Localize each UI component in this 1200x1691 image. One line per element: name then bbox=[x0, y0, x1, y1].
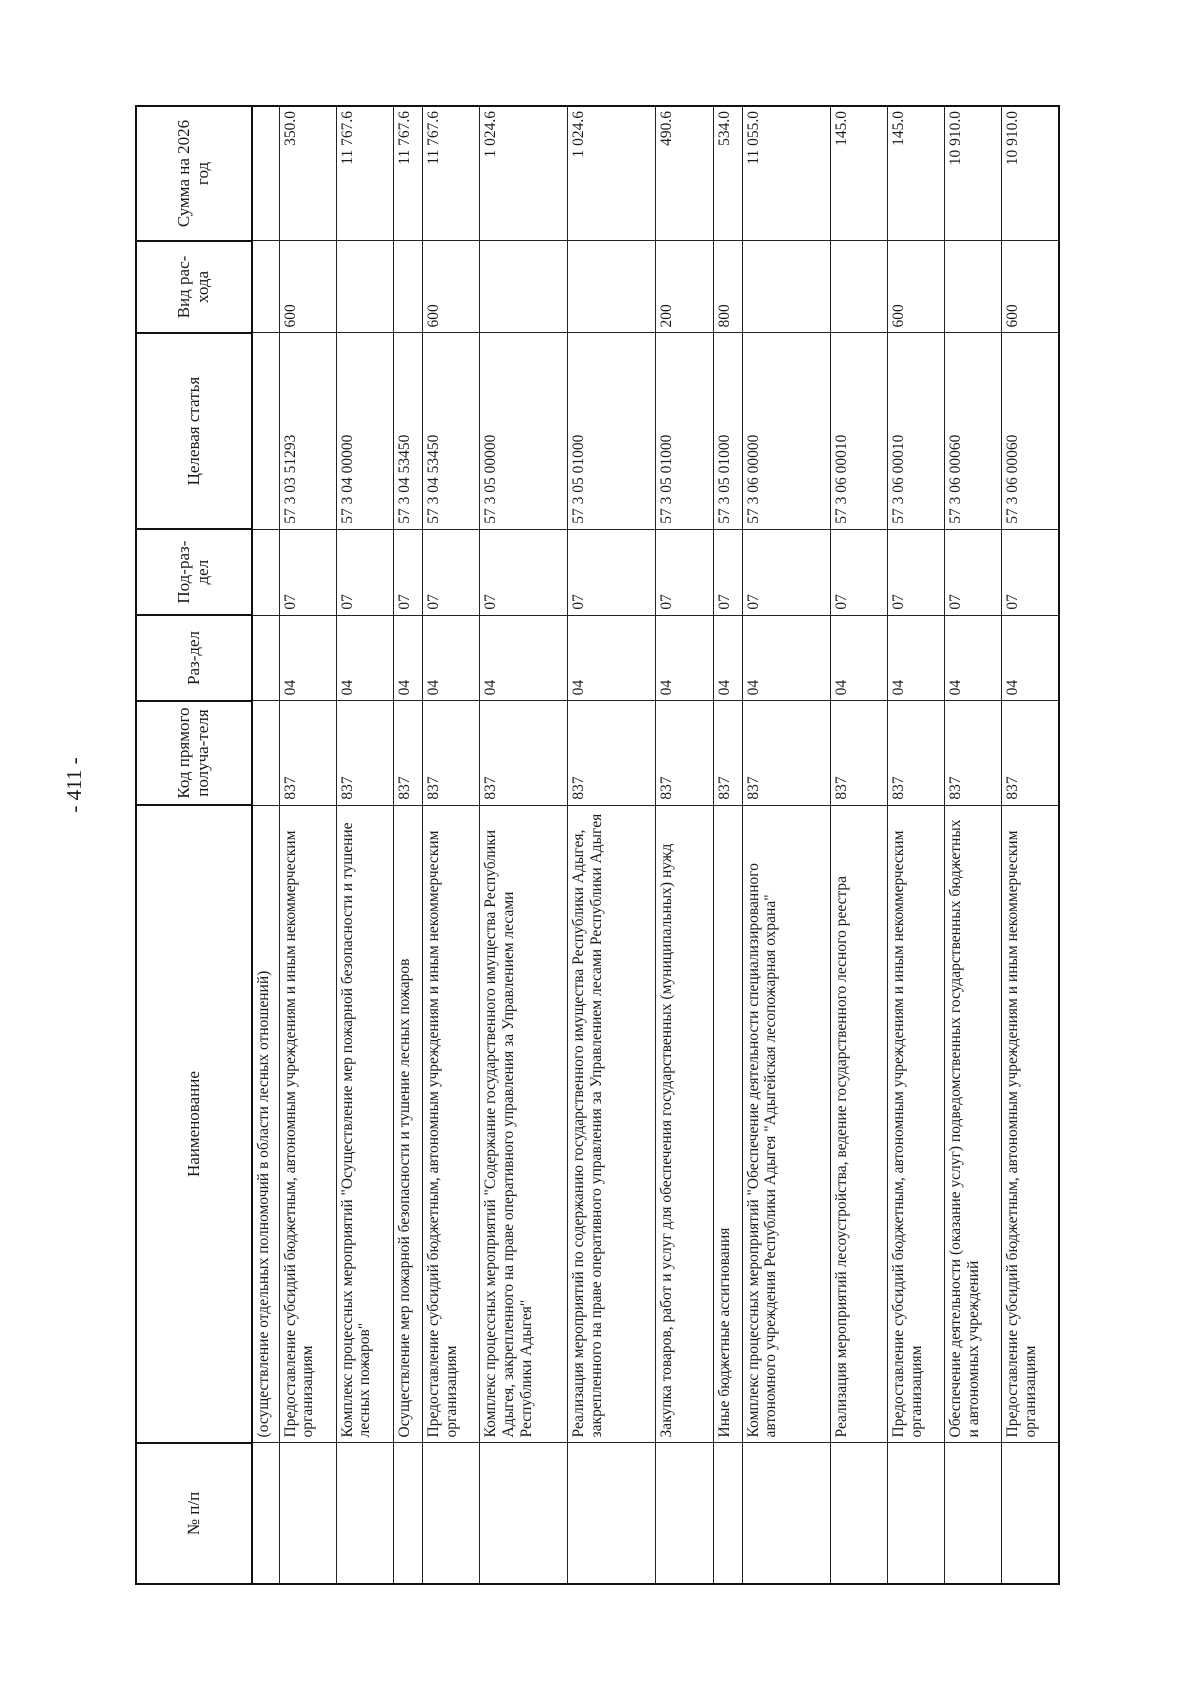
table-row bbox=[279, 106, 336, 1584]
col-header-name: Наименование bbox=[136, 805, 252, 1443]
cell-name: Предоставление субсидий бюджетным, автономным учреждениям и иным некоммерческим организациям bbox=[1002, 805, 1059, 1443]
cell-sum: 1 024.6 bbox=[568, 106, 656, 241]
cell-section: 04 bbox=[888, 615, 945, 701]
table-row bbox=[830, 106, 887, 1584]
cell-subsection: 07 bbox=[336, 529, 393, 615]
cell-name: (осуществление отдельных полномочий в области лесных отношений) bbox=[252, 805, 279, 1443]
cell-name: Осуществление мер пожарной безопасности и тушение лесных пожаров bbox=[393, 805, 422, 1443]
cell-expense bbox=[742, 241, 830, 333]
cell-name: Реализация мероприятий лесоустройства, ведение государственного лесного реестра bbox=[830, 805, 887, 1443]
cell-sum: 11 767.6 bbox=[336, 106, 393, 241]
budget-table-sheet bbox=[135, 105, 1060, 1585]
cell-subsection: 07 bbox=[1002, 529, 1059, 615]
cell-num bbox=[422, 1443, 479, 1584]
cell-num bbox=[393, 1443, 422, 1584]
cell-expense: 600 bbox=[888, 241, 945, 333]
cell-section: 04 bbox=[945, 615, 1002, 701]
table-row bbox=[393, 106, 422, 1584]
cell-expense: 600 bbox=[1002, 241, 1059, 333]
cell-num bbox=[336, 1443, 393, 1584]
cell-num bbox=[830, 1443, 887, 1584]
col-header-section: Раз-дел bbox=[136, 615, 252, 701]
table-header bbox=[136, 106, 252, 1584]
cell-num bbox=[945, 1443, 1002, 1584]
cell-code: 837 bbox=[422, 701, 479, 805]
table-row bbox=[252, 106, 279, 1584]
cell-target: 57 3 03 51293 bbox=[279, 333, 336, 529]
cell-subsection: 07 bbox=[742, 529, 830, 615]
table-row bbox=[888, 106, 945, 1584]
cell-expense: 800 bbox=[713, 241, 742, 333]
cell-subsection: 07 bbox=[393, 529, 422, 615]
cell-num bbox=[656, 1443, 713, 1584]
cell-section: 04 bbox=[393, 615, 422, 701]
cell-code: 837 bbox=[336, 701, 393, 805]
cell-num bbox=[742, 1443, 830, 1584]
col-header-code: Код прямого получа-теля bbox=[136, 701, 252, 805]
col-header-sum: Сумма на 2026 год bbox=[136, 106, 252, 241]
cell-target: 57 3 04 00000 bbox=[336, 333, 393, 529]
cell-section: 04 bbox=[422, 615, 479, 701]
cell-expense bbox=[393, 241, 422, 333]
cell-target: 57 3 05 00000 bbox=[479, 333, 567, 529]
cell-expense bbox=[830, 241, 887, 333]
cell-name: Предоставление субсидий бюджетным, автономным учреждениям и иным некоммерческим организациям bbox=[422, 805, 479, 1443]
cell-num bbox=[568, 1443, 656, 1584]
cell-code: 837 bbox=[888, 701, 945, 805]
page-number: - 411 - bbox=[62, 757, 86, 813]
cell-name: Реализация мероприятий по содержанию государственного имущества Республики Адыгея, закрепленного на праве оперативного управления за Управлением лесами Республики Адыгея bbox=[568, 805, 656, 1443]
cell-subsection: 07 bbox=[945, 529, 1002, 615]
cell-subsection: 07 bbox=[888, 529, 945, 615]
cell-expense bbox=[336, 241, 393, 333]
cell-section: 04 bbox=[336, 615, 393, 701]
cell-expense bbox=[479, 241, 567, 333]
cell-subsection: 07 bbox=[656, 529, 713, 615]
cell-sum: 10 910.0 bbox=[945, 106, 1002, 241]
budget-table bbox=[135, 105, 1060, 1585]
cell-name: Комплекс процессных мероприятий "Содержание государственного имущества Республики Адыгея, закрепленного на праве оперативного управления за Управлением лесами Республики Адыгея" bbox=[479, 805, 567, 1443]
cell-target: 57 3 06 00060 bbox=[945, 333, 1002, 529]
cell-num bbox=[1002, 1443, 1059, 1584]
cell-section: 04 bbox=[656, 615, 713, 701]
col-header-num: № п/п bbox=[136, 1443, 252, 1584]
col-header-subsection: Под-раз-дел bbox=[136, 529, 252, 615]
cell-target: 57 3 06 00000 bbox=[742, 333, 830, 529]
cell-sum: 1 024.6 bbox=[479, 106, 567, 241]
cell-name: Комплекс процессных мероприятий "Осуществление мер пожарной безопасности и тушение лесных пожаров" bbox=[336, 805, 393, 1443]
table-row bbox=[656, 106, 713, 1584]
cell-code bbox=[252, 701, 279, 805]
cell-code: 837 bbox=[1002, 701, 1059, 805]
table-row bbox=[479, 106, 567, 1584]
cell-code: 837 bbox=[713, 701, 742, 805]
cell-code: 837 bbox=[945, 701, 1002, 805]
cell-code: 837 bbox=[479, 701, 567, 805]
cell-code: 837 bbox=[393, 701, 422, 805]
cell-subsection bbox=[252, 529, 279, 615]
cell-sum: 145.0 bbox=[888, 106, 945, 241]
cell-target: 57 3 06 00010 bbox=[830, 333, 887, 529]
cell-section: 04 bbox=[713, 615, 742, 701]
cell-section: 04 bbox=[479, 615, 567, 701]
cell-section bbox=[252, 615, 279, 701]
table-row bbox=[336, 106, 393, 1584]
cell-target: 57 3 05 01000 bbox=[713, 333, 742, 529]
table-body bbox=[252, 106, 1059, 1584]
cell-subsection: 07 bbox=[568, 529, 656, 615]
table-row bbox=[742, 106, 830, 1584]
cell-target: 57 3 05 01000 bbox=[656, 333, 713, 529]
cell-section: 04 bbox=[1002, 615, 1059, 701]
cell-expense: 600 bbox=[422, 241, 479, 333]
cell-target: 57 3 06 00010 bbox=[888, 333, 945, 529]
cell-target bbox=[252, 333, 279, 529]
cell-expense bbox=[945, 241, 1002, 333]
table-row bbox=[713, 106, 742, 1584]
table-row bbox=[568, 106, 656, 1584]
cell-code: 837 bbox=[568, 701, 656, 805]
cell-sum: 350.0 bbox=[279, 106, 336, 241]
cell-target: 57 3 04 53450 bbox=[422, 333, 479, 529]
cell-num bbox=[479, 1443, 567, 1584]
cell-code: 837 bbox=[279, 701, 336, 805]
cell-expense: 200 bbox=[656, 241, 713, 333]
table-row bbox=[422, 106, 479, 1584]
cell-sum: 145.0 bbox=[830, 106, 887, 241]
cell-num bbox=[252, 1443, 279, 1584]
cell-section: 04 bbox=[568, 615, 656, 701]
cell-expense bbox=[252, 241, 279, 333]
col-header-expense: Вид рас-хода bbox=[136, 241, 252, 333]
cell-name: Иные бюджетные ассигнования bbox=[713, 805, 742, 1443]
cell-sum: 11 055.0 bbox=[742, 106, 830, 241]
cell-name: Закупка товаров, работ и услуг для обеспечения государственных (муниципальных) нужд bbox=[656, 805, 713, 1443]
cell-name: Комплекс процессных мероприятий "Обеспечение деятельности специализированного автономного учреждения Республики Адыгея "Адыгейская лесопожарная охрана" bbox=[742, 805, 830, 1443]
cell-subsection: 07 bbox=[479, 529, 567, 615]
cell-sum: 534.0 bbox=[713, 106, 742, 241]
table-row bbox=[1002, 106, 1059, 1584]
cell-num bbox=[713, 1443, 742, 1584]
table-row bbox=[945, 106, 1002, 1584]
cell-subsection: 07 bbox=[422, 529, 479, 615]
cell-section: 04 bbox=[742, 615, 830, 701]
cell-section: 04 bbox=[830, 615, 887, 701]
cell-target: 57 3 06 00060 bbox=[1002, 333, 1059, 529]
cell-num bbox=[279, 1443, 336, 1584]
cell-sum bbox=[252, 106, 279, 241]
cell-code: 837 bbox=[656, 701, 713, 805]
cell-name: Предоставление субсидий бюджетным, автономным учреждениям и иным некоммерческим организациям bbox=[279, 805, 336, 1443]
cell-section: 04 bbox=[279, 615, 336, 701]
cell-code: 837 bbox=[742, 701, 830, 805]
cell-num bbox=[888, 1443, 945, 1584]
cell-name: Предоставление субсидий бюджетным, автономным учреждениям и иным некоммерческим организациям bbox=[888, 805, 945, 1443]
cell-subsection: 07 bbox=[830, 529, 887, 615]
cell-subsection: 07 bbox=[713, 529, 742, 615]
cell-target: 57 3 05 01000 bbox=[568, 333, 656, 529]
cell-expense: 600 bbox=[279, 241, 336, 333]
cell-sum: 11 767.6 bbox=[393, 106, 422, 241]
cell-code: 837 bbox=[830, 701, 887, 805]
cell-sum: 490.6 bbox=[656, 106, 713, 241]
cell-target: 57 3 04 53450 bbox=[393, 333, 422, 529]
cell-sum: 10 910.0 bbox=[1002, 106, 1059, 241]
col-header-target: Целевая статья bbox=[136, 333, 252, 529]
cell-name: Обеспечение деятельности (оказание услуг) подведомственных государственных бюджетных и автономных учреждений bbox=[945, 805, 1002, 1443]
cell-expense bbox=[568, 241, 656, 333]
cell-sum: 11 767.6 bbox=[422, 106, 479, 241]
cell-subsection: 07 bbox=[279, 529, 336, 615]
